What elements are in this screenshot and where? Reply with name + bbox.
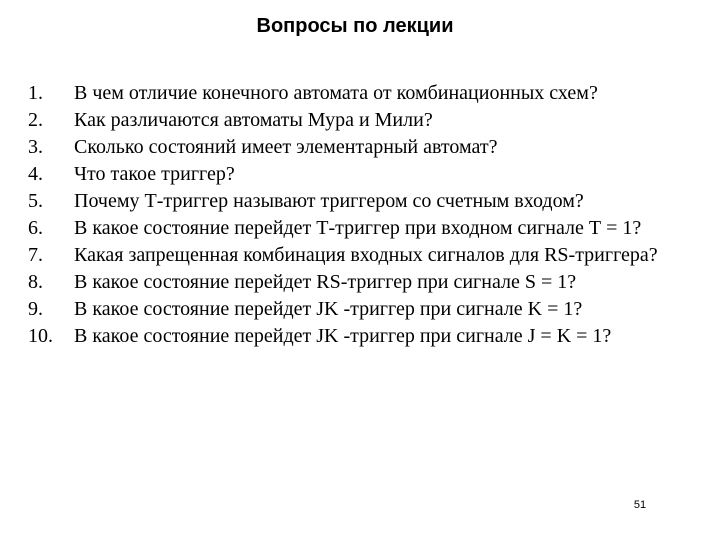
question-item-8 bbox=[28, 273, 688, 292]
question-item-5 bbox=[28, 192, 688, 211]
question-text: В какое состояние перейдет JK -триггер при сигнале J = K = 1? bbox=[74, 325, 612, 347]
question-number: 1. bbox=[28, 82, 43, 104]
question-item-4 bbox=[28, 165, 688, 184]
question-text: Сколько состояний имеет элементарный автомат? bbox=[74, 136, 498, 158]
question-text: В какое состояние перейдет RS-триггер при сигнале S = 1? bbox=[74, 271, 577, 293]
question-number: 7. bbox=[28, 244, 43, 266]
question-item-1 bbox=[28, 84, 688, 103]
question-text: Какая запрещенная комбинация входных сигналов для RS-триггера? bbox=[74, 244, 658, 266]
question-item-7 bbox=[28, 246, 688, 265]
question-text: Как различаются автоматы Мура и Мили? bbox=[74, 109, 433, 131]
question-text: В чем отличие конечного автомата от комбинационных схем? bbox=[74, 82, 598, 104]
question-text: Что такое триггер? bbox=[74, 163, 235, 185]
question-number: 6. bbox=[28, 217, 43, 239]
question-item-10 bbox=[28, 327, 688, 346]
question-text: В какое состояние перейдет Т-триггер при входном сигнале Т = 1? bbox=[74, 217, 642, 239]
question-number: 5. bbox=[28, 190, 43, 212]
question-item-2 bbox=[28, 111, 688, 130]
question-item-9 bbox=[28, 300, 688, 319]
question-text: Почему Т-триггер называют триггером со счетным входом? bbox=[74, 190, 584, 212]
question-number: 2. bbox=[28, 109, 43, 131]
question-list bbox=[28, 84, 688, 354]
question-number: 8. bbox=[28, 271, 43, 293]
question-number: 3. bbox=[28, 136, 43, 158]
page-number: 51 bbox=[633, 499, 647, 511]
question-item-6 bbox=[28, 219, 688, 238]
slide-title: Вопросы по лекции bbox=[256, 15, 454, 37]
question-number: 4. bbox=[28, 163, 43, 185]
question-number: 10. bbox=[28, 325, 53, 347]
question-item-3 bbox=[28, 138, 688, 157]
question-text: В какое состояние перейдет JK -триггер при сигнале K = 1? bbox=[74, 298, 583, 320]
question-number: 9. bbox=[28, 298, 43, 320]
